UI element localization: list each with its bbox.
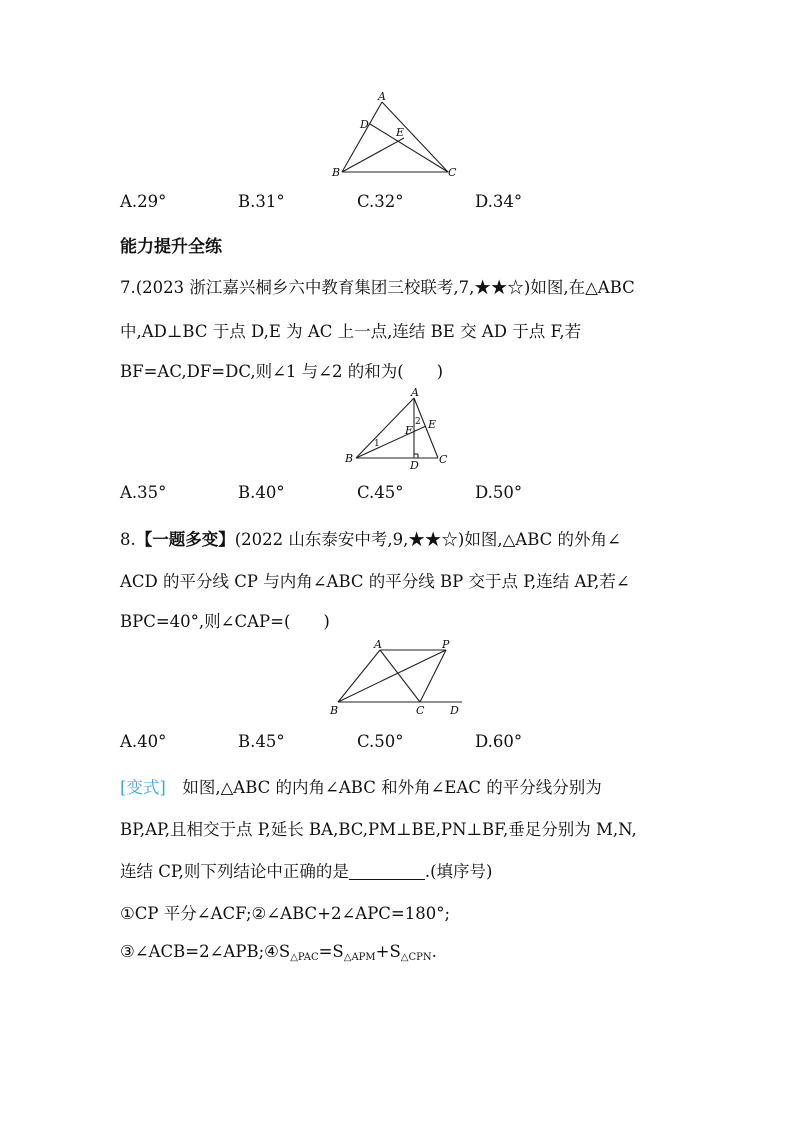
variant-line-5-text: ③∠ACB=2∠APB;④S: [120, 942, 291, 961]
subscript-cpn: △CPN: [400, 952, 432, 963]
label-p: P: [442, 638, 450, 651]
variant-line-3: [120, 858, 493, 882]
equals-s: =S: [318, 942, 344, 961]
q8-option-b[interactable]: B.45°: [238, 732, 285, 751]
plus-s: +S: [375, 942, 401, 961]
label-f: F: [405, 424, 413, 437]
q8-line-1-text: (2022 山东泰安中考,9,★★☆)如图,△ABC 的外角∠: [234, 530, 621, 549]
label-c: C: [416, 704, 425, 717]
label-b: B: [332, 166, 341, 179]
label-d: D: [450, 704, 459, 717]
q6-triangle-figure: [330, 92, 470, 182]
q8-tag: 【一题多变】: [135, 530, 235, 549]
section-heading: 能力提升全练: [120, 237, 222, 257]
variant-line-4: ①CP 平分∠ACF;②∠ABC+2∠APC=180°;: [120, 904, 451, 923]
label-c: C: [439, 453, 448, 466]
q8-option-d[interactable]: D.60°: [475, 732, 523, 751]
label-d: D: [410, 459, 419, 472]
label-a: A: [411, 386, 419, 399]
label-e: E: [428, 418, 437, 431]
q8-line-3: BPC=40°,则∠CAP=( ): [120, 612, 330, 631]
variant-line-1-text: 如图,△ABC 的内角∠ABC 和外角∠EAC 的平分线分别为: [165, 778, 602, 797]
q7-option-a[interactable]: A.35°: [120, 483, 167, 502]
q7-option-c[interactable]: C.45°: [357, 483, 404, 502]
segment-cp: [420, 650, 446, 702]
subscript-apm: △APM: [343, 952, 376, 963]
segment-ac: [380, 650, 420, 702]
variant-tag: [变式]: [120, 778, 166, 797]
variant-line-3-text: 连结 CP,则下列结论中正确的是: [120, 862, 349, 881]
segment-ab: [338, 650, 380, 702]
q7-option-b[interactable]: B.40°: [238, 483, 285, 502]
segment-bp: [338, 650, 446, 702]
q6-option-c[interactable]: C.32°: [357, 192, 404, 211]
label-a: A: [374, 638, 382, 651]
segment-be: [356, 426, 426, 458]
q7-line-3: BF=AC,DF=DC,则∠1 与∠2 的和为( ): [120, 362, 444, 381]
label-b: B: [345, 452, 354, 465]
answer-blank[interactable]: [349, 863, 425, 881]
label-c: C: [448, 166, 457, 179]
q6-option-a[interactable]: A.29°: [120, 192, 167, 211]
q7-line-2: 中,AD⊥BC 于点 D,E 为 AC 上一点,连结 BE 交 AD 于点 F,若: [120, 322, 582, 341]
label-d: D: [360, 118, 369, 131]
q7-option-d[interactable]: D.50°: [475, 483, 523, 502]
q6-option-b[interactable]: B.31°: [238, 192, 285, 211]
q6-option-d[interactable]: D.34°: [475, 192, 523, 211]
label-a: A: [378, 90, 386, 103]
q8-option-c[interactable]: C.50°: [357, 732, 404, 751]
q8-line-2: ACD 的平分线 CP 与内角∠ABC 的平分线 BP 交于点 P,连结 AP,若∠: [120, 572, 630, 591]
label-one: 1: [374, 439, 380, 449]
line-end: .: [431, 942, 437, 961]
q8-number: 8.: [120, 530, 136, 549]
variant-line-3-end: .(填序号): [424, 862, 493, 881]
q7-line-1: 7.(2023 浙江嘉兴桐乡六中教育集团三校联考,7,★★☆)如图,在△ABC: [120, 278, 635, 297]
label-b: B: [330, 704, 339, 717]
q8-option-a[interactable]: A.40°: [120, 732, 167, 751]
variant-line-2: BP,AP,且相交于点 P,延长 BA,BC,PM⊥BE,PN⊥BF,垂足分别为 M,N,: [120, 820, 637, 839]
variant-line-1: [120, 774, 602, 798]
label-two: 2: [415, 417, 421, 427]
q8-figure: [328, 640, 468, 720]
variant-line-5: [120, 942, 437, 963]
subscript-pac: △PAC: [290, 952, 319, 963]
label-e: E: [396, 126, 405, 139]
q8-line-1: [120, 526, 621, 550]
q7-triangle-figure: [340, 384, 460, 472]
